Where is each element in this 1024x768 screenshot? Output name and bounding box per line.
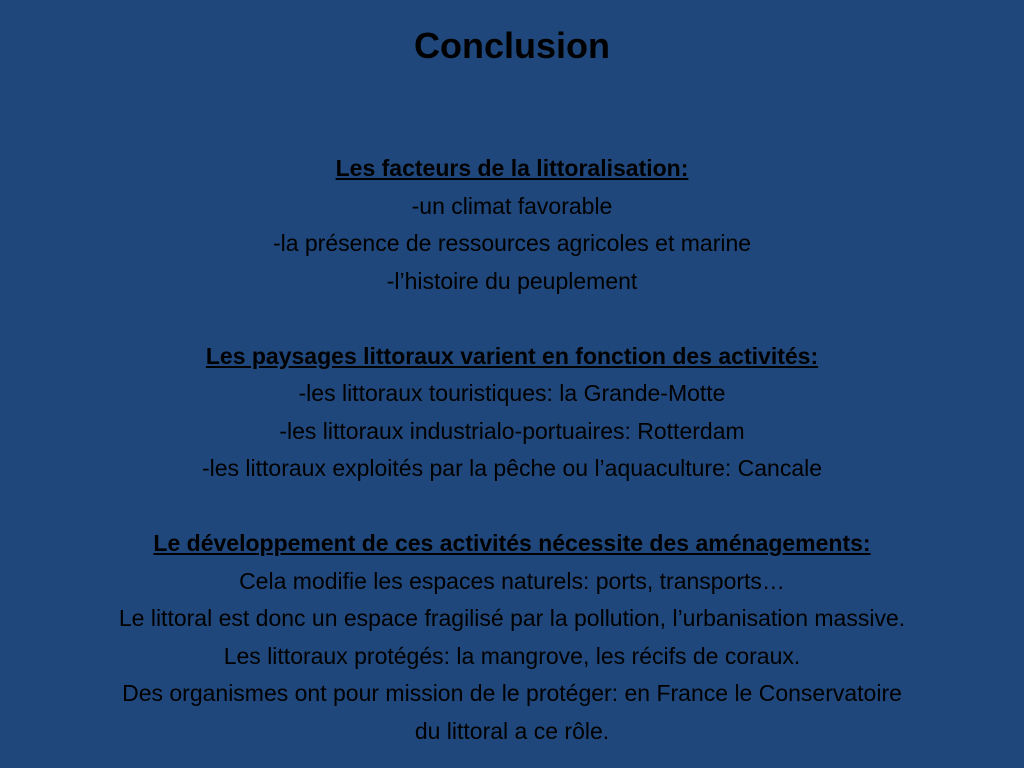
section-spacer xyxy=(0,300,1024,338)
development-line: Les littoraux protégés: la mangrove, les récifs de coraux. xyxy=(223,642,801,669)
development-line: Des organismes ont pour mission de le protéger: en France le Conservatoire xyxy=(122,680,902,706)
section-heading-landscapes: Les paysages littoraux varient en fonction des activités: xyxy=(205,342,819,369)
slide-body xyxy=(0,150,1024,750)
landscape-item: -les littoraux exploités par la pêche ou l’aquaculture: Cancale xyxy=(201,455,823,481)
slide-title: Conclusion xyxy=(414,25,610,66)
factor-item: -l’histoire du peuplement xyxy=(386,267,638,294)
landscape-item: -les littoraux touristiques: la Grande-Motte xyxy=(298,380,726,406)
development-line: du littoral a ce rôle. xyxy=(414,717,610,744)
landscape-item: -les littoraux industrialo-portuaires: Rotterdam xyxy=(279,417,745,444)
development-line: Cela modifie les espaces naturels: ports, transports… xyxy=(239,567,785,594)
factor-item: -la présence de ressources agricoles et marine xyxy=(272,230,752,256)
development-line: Le littoral est donc un espace fragilisé par la pollution, l’urbanisation massive. xyxy=(118,605,906,631)
section-spacer xyxy=(0,488,1024,526)
section-heading-factors: Les facteurs de la littoralisation: xyxy=(335,155,689,181)
section-heading-development: Le développement de ces activités nécessite des aménagements: xyxy=(153,530,871,556)
factor-item: -un climat favorable xyxy=(411,192,613,219)
